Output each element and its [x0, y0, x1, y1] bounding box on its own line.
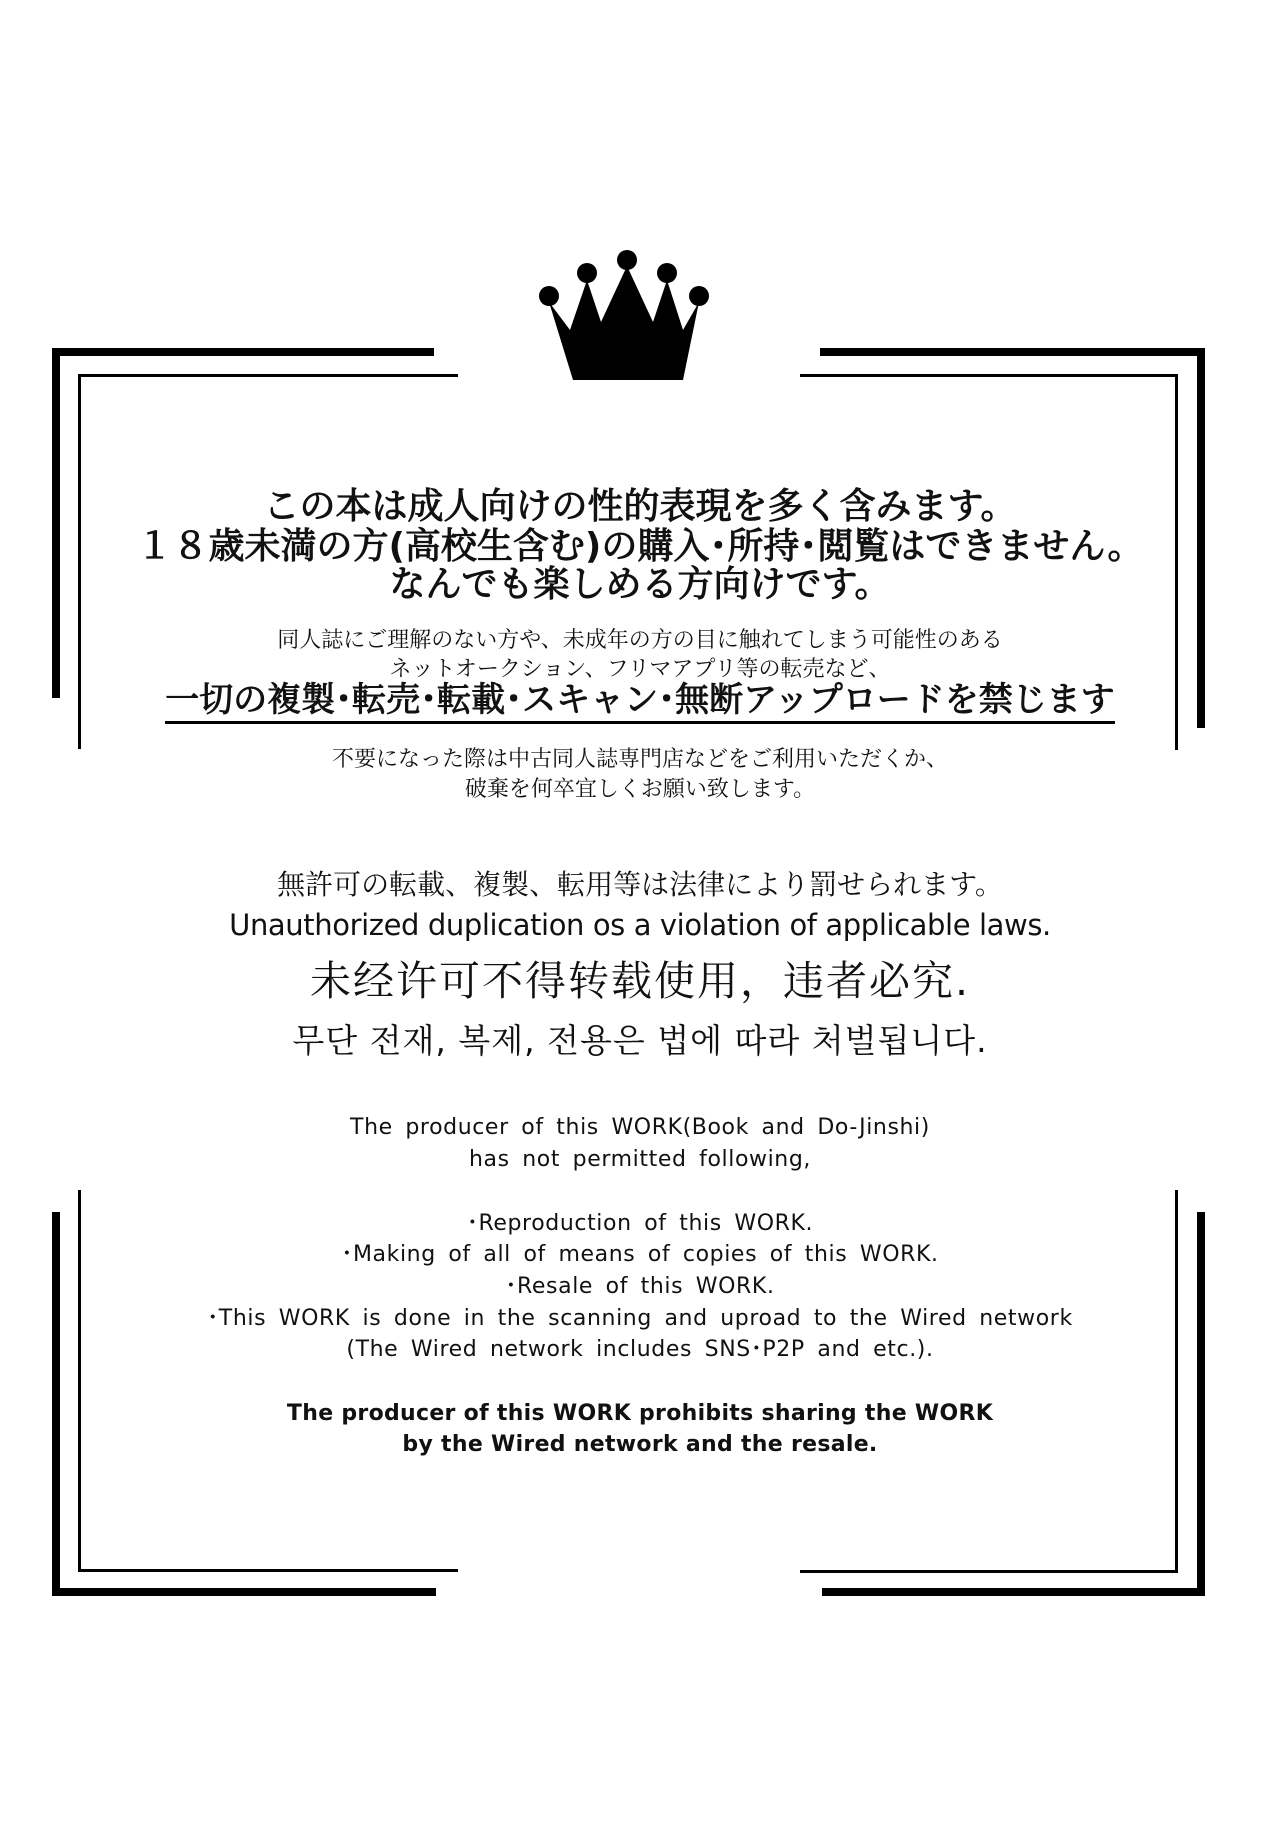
frame-bottom-right-outer-horizontal: [822, 1588, 1205, 1596]
producer-intro-line-1: The producer of this WORK(Book and Do-Jinshi): [350, 1115, 930, 1140]
adult-content-heading-line-1: この本は成人向けの性的表現を多く含みます。: [263, 486, 1017, 527]
disposal-request-line-1: 不要になった際は中古同人誌専門店などをご利用いただくか、: [331, 747, 948, 772]
prohibited-item-network-note: (The Wired network includes SNS･P2P and etc.).: [346, 1337, 934, 1362]
warning-chinese: 未经许可不得转载使用，违者必究.: [309, 957, 971, 1005]
warning-korean: 무단 전재, 복제, 전용은 법에 따라 처벌됩니다.: [292, 1021, 988, 1060]
frame-top-right-inner-horizontal: [800, 374, 1178, 377]
frame-bottom-right-inner-horizontal: [800, 1570, 1178, 1573]
prohibited-item-reproduction: ･Reproduction of this WORK.: [466, 1211, 814, 1236]
frame-bottom-left-inner-horizontal: [78, 1569, 458, 1572]
frame-top-right-outer-horizontal: [820, 348, 1205, 356]
frame-top-left-outer-horizontal: [52, 348, 434, 356]
frame-top-left-inner-horizontal: [78, 374, 458, 377]
adult-content-heading-line-3: なんでも楽しめる方向けです。: [389, 564, 891, 605]
resale-notice-line-2: ネットオークション、フリマアプリ等の転売など、: [389, 657, 891, 682]
warning-english: Unauthorized duplication os a violation of applicable laws.: [229, 908, 1051, 942]
crown-icon: [535, 240, 715, 390]
closing-statement-line-2: by the Wired network and the resale.: [402, 1432, 878, 1457]
closing-statement-line-1: The producer of this WORK prohibits sharing the WORK: [286, 1401, 994, 1426]
prohibited-item-scanning: ･This WORK is done in the scanning and uproad to the Wired network: [207, 1306, 1073, 1331]
frame-bottom-left-outer-horizontal: [52, 1588, 436, 1596]
prohibited-item-copies: ･Making of all of means of copies of this WORK.: [341, 1242, 939, 1267]
producer-intro-line-2: has not permitted following,: [468, 1147, 812, 1172]
prohibited-item-resale: ･Resale of this WORK.: [505, 1274, 775, 1299]
prohibition-text: 一切の複製･転売･転載･スキャン･無断アップロードを禁じます: [165, 680, 1115, 724]
resale-notice-line-1: 同人誌にご理解のない方や、未成年の方の目に触れてしまう可能性のある: [277, 628, 1003, 653]
prohibition-statement: [0, 680, 1280, 720]
warning-japanese: 無許可の転載、複製、転用等は法律により罰せられます。: [277, 868, 1003, 901]
disposal-request-line-2: 破棄を何卒宜しくお願い致します。: [464, 777, 816, 802]
adult-content-heading-line-2: １８歳未満の方(高校生含む)の購入･所持･閲覧はできません。: [136, 526, 1144, 567]
